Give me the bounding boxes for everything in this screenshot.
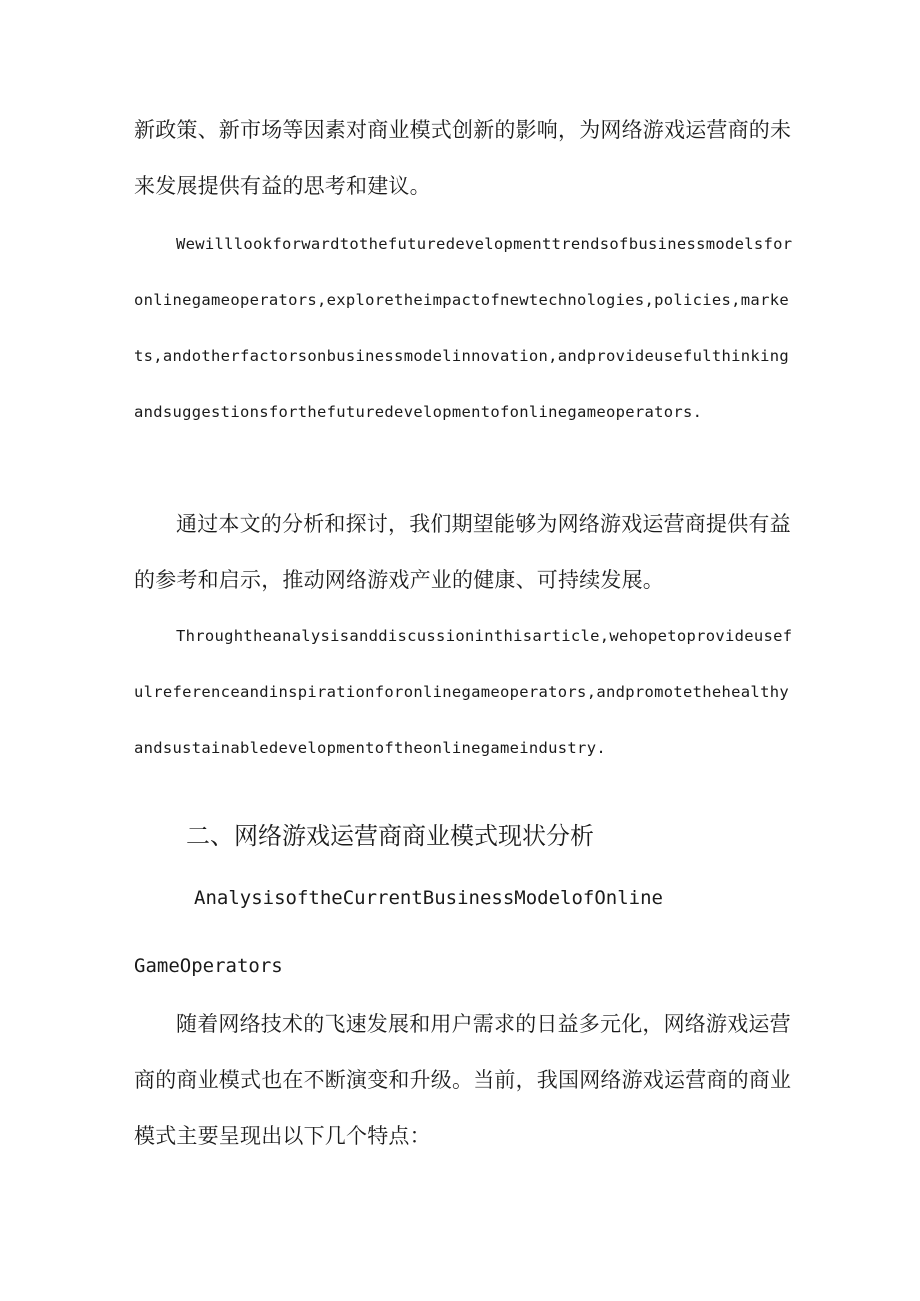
paragraph-zh-continued: 新政策、新市场等因素对商业模式创新的影响，为网络游戏运营商的未来发展提供有益的思考和建议。 bbox=[134, 118, 792, 198]
paragraph-zh-current-status: 随着网络技术的飞速发展和用户需求的日益多元化，网络游戏运营商的商业模式也在不断演变和升级。当前，我国网络游戏运营商的商业模式主要呈现出以下几个特点： bbox=[134, 1012, 792, 1148]
section-heading-en: AnalysisoftheCurrentBusinessModelofOnline GameOperators bbox=[134, 887, 663, 977]
paragraph-en-conclusion: Throughtheanalysisanddiscussioninthisarticle,wehopetoprovideusefulreferenceandinspirationforonlinegameoperators,andpromotethehealthyandsustainabledevelopmentoftheonlinegameindustry. bbox=[134, 627, 793, 757]
paragraph-en-future-trends: Wewilllookforwardtothefuturedevelopmenttrendsofbusinessmodelsforonlinegameoperators,exploretheimpactofnewtechnologies,policies,markets,andotherfactorsonbusinessmodelinnovation,andprovideusefulthinkingandsuggestionsforthefuturedevelopmentofonlinegameoperators. bbox=[134, 235, 793, 421]
section-heading-zh: 二、网络游戏运营商商业模式现状分析 bbox=[186, 822, 594, 850]
paragraph-zh-conclusion: 通过本文的分析和探讨，我们期望能够为网络游戏运营商提供有益的参考和启示，推动网络游戏产业的健康、可持续发展。 bbox=[134, 512, 791, 592]
